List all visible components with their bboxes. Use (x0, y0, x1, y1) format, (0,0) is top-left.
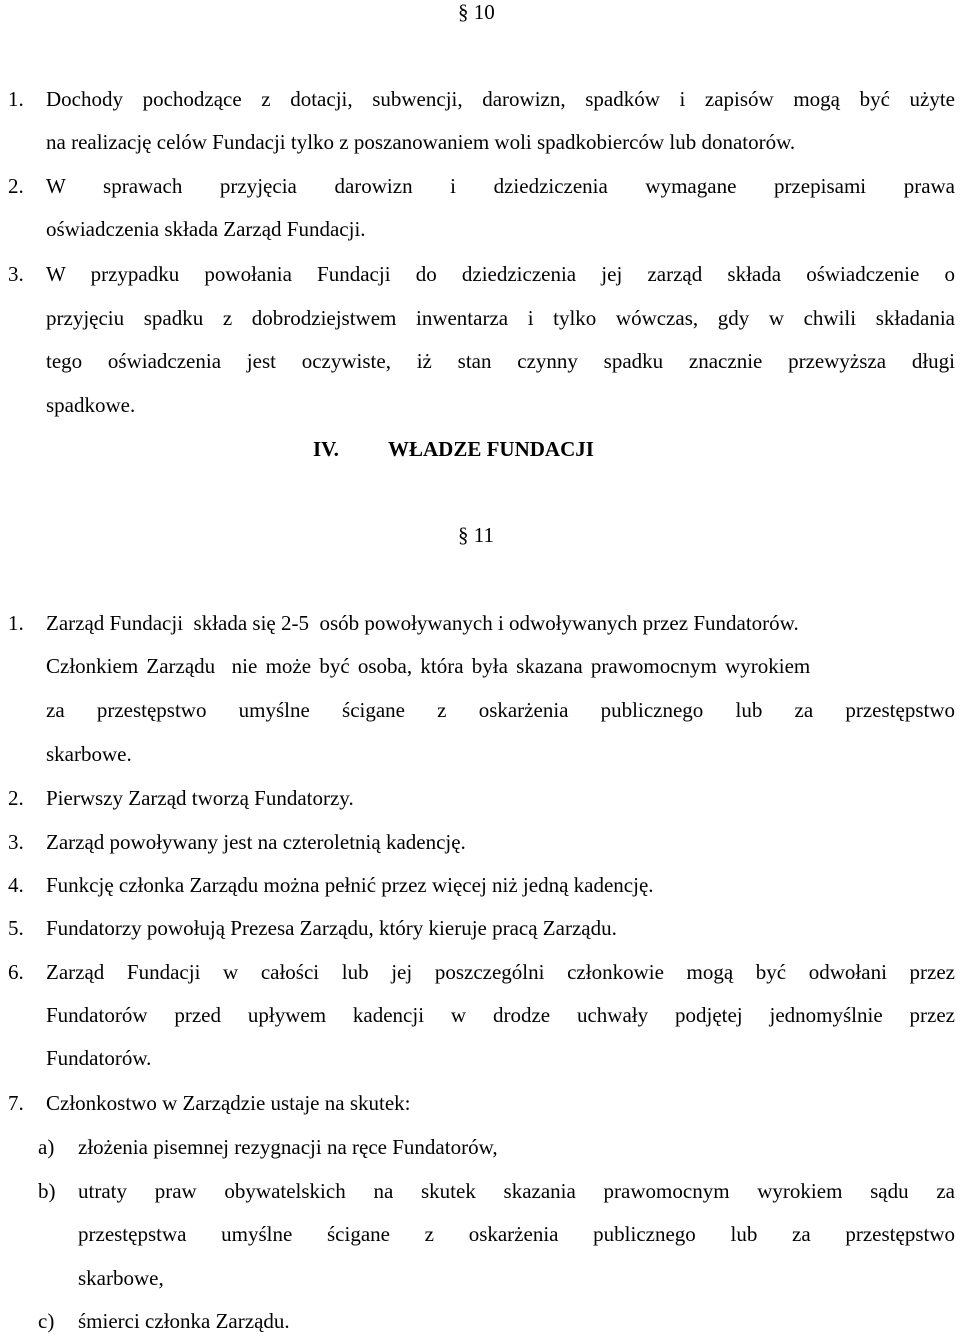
paragraph-line: spadkowe. (46, 393, 136, 417)
paragraph-line: śmierci członka Zarządu. (78, 1309, 290, 1333)
paragraph-line: Zarząd powoływany jest na czteroletnią kadencję. (46, 830, 466, 854)
section-sign-11: § 11 (458, 523, 494, 547)
paragraph-line: Członkostwo w Zarządzie ustaje na skutek: (46, 1091, 411, 1115)
paragraph-line: Funkcję członka Zarządu można pełnić przez więcej niż jedną kadencję. (46, 873, 654, 897)
paragraph-line: Fundatorów przed upływem kadencji w drodze uchwały podjętej jednomyślnie przez (46, 1003, 955, 1027)
paragraph-line: przyjęciu spadku z dobrodziejstwem inwentarza i tylko wówczas, gdy w chwili składania (46, 306, 955, 330)
chapter-title: WŁADZE FUNDACJI (388, 437, 594, 461)
list-number: 2. (8, 786, 24, 810)
paragraph-line: przestępstwa umyślne ścigane z oskarżenia publicznego lub za przestępstwo (78, 1222, 955, 1246)
list-number: 5. (8, 916, 24, 940)
list-number: 1. (8, 611, 24, 635)
paragraph-line: skarbowe, (78, 1266, 164, 1290)
section-sign-10: § 10 (458, 0, 495, 24)
list-number: 7. (8, 1091, 24, 1115)
list-number: 3. (8, 830, 24, 854)
list-number: 1. (8, 87, 24, 111)
paragraph-line: W przypadku powołania Fundacji do dziedziczenia jej zarząd składa oświadczenie o (46, 262, 955, 286)
paragraph-line: oświadczenia składa Zarząd Fundacji. (46, 217, 366, 241)
paragraph-line: Członkiem Zarządu nie może być osoba, która była skazana prawomocnym wyrokiem (46, 654, 811, 678)
paragraph-line: W sprawach przyjęcia darowizn i dziedziczenia wymagane przepisami prawa (46, 174, 955, 198)
paragraph-line: tego oświadczenia jest oczywiste, iż stan czynny spadku znacznie przewyższa długi (46, 349, 955, 373)
paragraph-line: złożenia pisemnej rezygnacji na ręce Fundatorów, (78, 1135, 498, 1159)
paragraph-line: za przestępstwo umyślne ścigane z oskarżenia publicznego lub za przestępstwo (46, 698, 955, 722)
paragraph-line: Zarząd Fundacji w całości lub jej poszczególni członkowie mogą być odwołani przez (46, 960, 955, 984)
list-letter: a) (38, 1135, 55, 1159)
paragraph-line: Fundatorów. (46, 1046, 152, 1070)
paragraph-line: Pierwszy Zarząd tworzą Fundatorzy. (46, 786, 354, 810)
list-number: 3. (8, 262, 24, 286)
paragraph-line: na realizację celów Fundacji tylko z poszanowaniem woli spadkobierców lub donatorów. (46, 130, 796, 154)
list-number: 2. (8, 174, 24, 198)
list-number: 6. (8, 960, 24, 984)
paragraph-line: Fundatorzy powołują Prezesa Zarządu, który kieruje pracą Zarządu. (46, 916, 617, 940)
paragraph-line: skarbowe. (46, 742, 132, 766)
list-letter: c) (38, 1309, 55, 1333)
list-letter: b) (38, 1179, 56, 1203)
list-number: 4. (8, 873, 24, 897)
paragraph-line: Dochody pochodzące z dotacji, subwencji, darowizn, spadków i zapisów mogą być użyte (46, 87, 955, 111)
paragraph-line: Zarząd Fundacji składa się 2-5 osób powoływanych i odwoływanych przez Fundatorów. (46, 611, 799, 635)
chapter-number: IV. (313, 437, 339, 461)
paragraph-line: utraty praw obywatelskich na skutek skazania prawomocnym wyrokiem sądu za (78, 1179, 955, 1203)
